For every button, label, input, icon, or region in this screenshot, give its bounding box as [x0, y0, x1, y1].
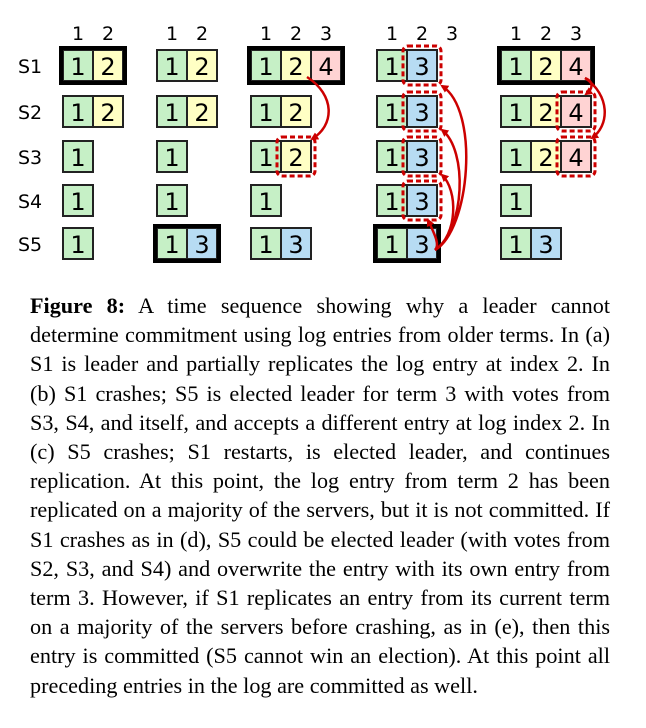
index-header: 1	[509, 23, 523, 45]
server-labels	[18, 56, 42, 256]
entry-term: 1	[508, 99, 524, 127]
entry-term: 3	[194, 231, 210, 259]
entry-term: 4	[568, 53, 584, 81]
entry-term: 3	[414, 53, 430, 81]
entry-term: 4	[568, 144, 584, 172]
entry-term: 2	[194, 99, 210, 127]
column-d	[375, 23, 458, 261]
entry-term: 2	[288, 99, 304, 127]
entry-term: 1	[384, 99, 400, 127]
entry-term: 1	[508, 188, 524, 216]
index-header: 1	[165, 23, 179, 45]
server-label-s1: S1	[18, 56, 43, 78]
entry-term: 1	[70, 53, 86, 81]
entry-term: 2	[100, 53, 116, 81]
index-header: 1	[385, 23, 399, 45]
column-c	[249, 23, 343, 259]
entry-term: 2	[100, 99, 116, 127]
entry-term: 1	[70, 188, 86, 216]
entry-term: 1	[258, 188, 274, 216]
index-header: 3	[445, 23, 459, 45]
figure-8-diagram	[0, 0, 646, 290]
column-e	[499, 23, 595, 259]
entry-term: 1	[258, 144, 274, 172]
server-label-s3: S3	[18, 147, 43, 169]
index-header: 3	[569, 23, 583, 45]
index-header: 3	[319, 23, 333, 45]
entry-term: 1	[164, 99, 180, 127]
entry-term: 3	[538, 231, 554, 259]
entry-term: 1	[384, 231, 400, 259]
entry-term: 1	[384, 53, 400, 81]
entry-term: 1	[258, 231, 274, 259]
figure-caption	[30, 291, 610, 700]
entry-term: 1	[384, 188, 400, 216]
entry-term: 1	[70, 144, 86, 172]
entry-term: 1	[508, 53, 524, 81]
caption-label: Figure 8:	[30, 293, 126, 318]
entry-term: 1	[164, 53, 180, 81]
entry-term: 3	[414, 144, 430, 172]
diagram-columns	[61, 23, 595, 261]
entry-term: 4	[568, 99, 584, 127]
entry-term: 2	[538, 53, 554, 81]
index-header: 2	[289, 23, 303, 45]
entry-term: 1	[164, 144, 180, 172]
entry-term: 4	[318, 53, 334, 81]
index-header: 1	[71, 23, 85, 45]
server-label-s2: S2	[18, 102, 43, 124]
entry-term: 1	[258, 99, 274, 127]
entry-term: 3	[288, 231, 304, 259]
entry-term: 2	[288, 53, 304, 81]
entry-term: 3	[414, 99, 430, 127]
raft-log-diagram	[0, 0, 646, 290]
index-header: 1	[259, 23, 273, 45]
server-label-s4: S4	[18, 191, 43, 213]
entry-term: 3	[414, 188, 430, 216]
entry-term: 2	[538, 99, 554, 127]
server-label-s5: S5	[18, 234, 43, 256]
index-header: 2	[195, 23, 209, 45]
entry-term: 1	[508, 144, 524, 172]
column-b	[155, 23, 219, 261]
entry-term: 1	[508, 231, 524, 259]
entry-term: 1	[384, 144, 400, 172]
entry-term: 1	[70, 231, 86, 259]
entry-term: 2	[288, 144, 304, 172]
entry-term: 2	[538, 144, 554, 172]
entry-term: 3	[414, 231, 430, 259]
caption-text: A time sequence showing why a leader cannot determine commitment using log entries from older terms. In (a) S1 is leader and partially replicates the log entry at index 2. In (b) S1 crashes; S5 is elected leader for term 3 with votes from S3, S4, and itself, and accepts a different entry at log index 2. In (c) S5 crashes; S1 restarts, is elected leader, and continues replication. At this point, the log entry from term 2 has been replicated on a majority of the servers, but it is not committed. If S1 crashes as in (d), S5 could be elected leader (with votes from S2, S3, and S4) and overwrite the entry with its own entry from term 3. However, if S1 replicates an entry from its current term on a majority of the servers before crashing, as in (e), then this entry is committed (S5 cannot win an election). At this point all preceding entries in the log are committed as well.	[30, 293, 610, 698]
index-header: 2	[539, 23, 553, 45]
column-a	[61, 23, 125, 259]
index-header: 2	[101, 23, 115, 45]
entry-term: 1	[164, 188, 180, 216]
entry-term: 1	[258, 53, 274, 81]
entry-term: 2	[194, 53, 210, 81]
entry-term: 1	[164, 231, 180, 259]
entry-term: 1	[70, 99, 86, 127]
index-header: 2	[415, 23, 429, 45]
